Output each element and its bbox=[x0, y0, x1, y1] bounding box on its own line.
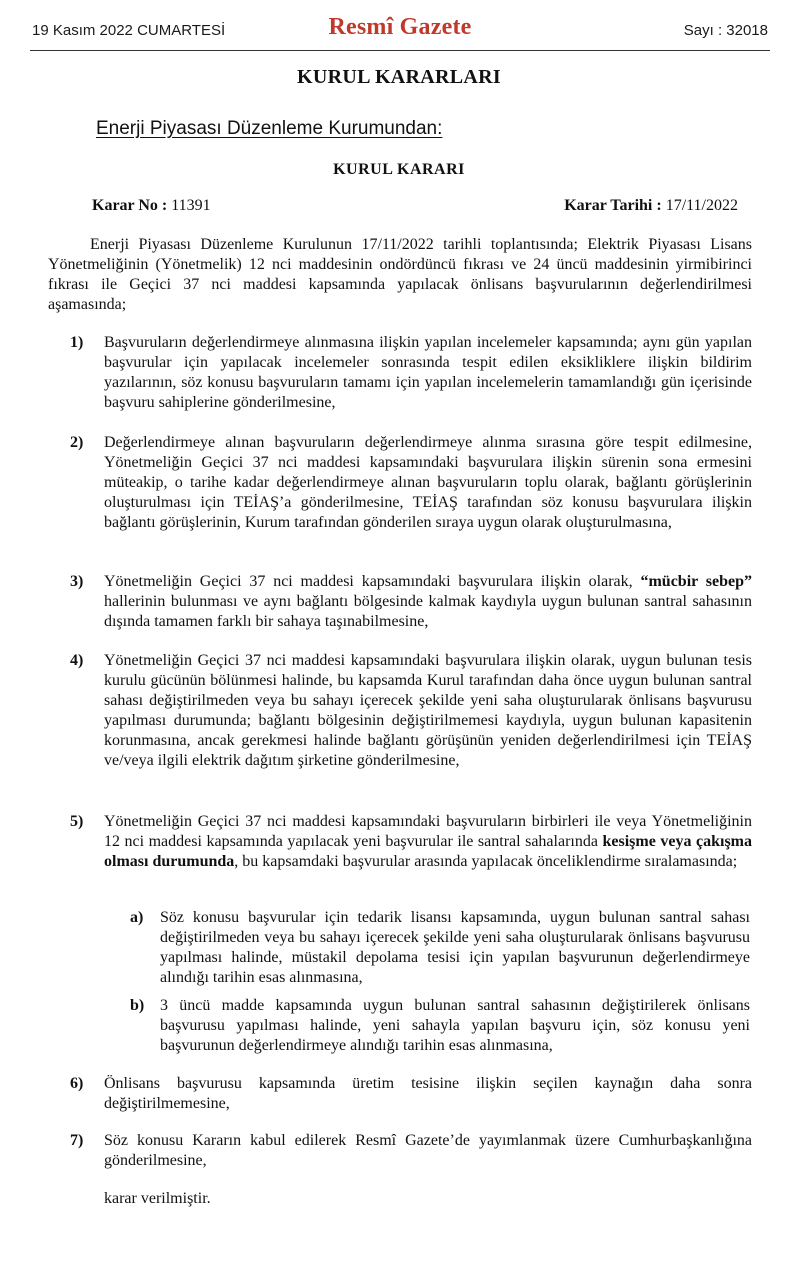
item-number: 1) bbox=[70, 334, 84, 351]
item-text-start: Yönetmeliğin Geçici 37 nci maddesi kapsamındaki başvurulara ilişkin olarak, bbox=[104, 573, 641, 590]
item-text: Önlisans başvurusu kapsamında üretim tesisine ilişkin seçilen kaynağın daha sonra değiştirilmemesine, bbox=[104, 1075, 752, 1112]
decision-item-7 bbox=[70, 1131, 752, 1171]
decision-item-5 bbox=[70, 812, 752, 872]
decision-number-label: Karar No : bbox=[92, 197, 168, 214]
item-emphasis: kesişme veya çakışma olması durumunda bbox=[104, 833, 752, 870]
list-item bbox=[70, 651, 752, 771]
list-item bbox=[70, 1074, 752, 1114]
decision-item-4 bbox=[70, 651, 752, 771]
list-item bbox=[70, 333, 752, 413]
decision-number bbox=[92, 197, 211, 215]
gazette-header bbox=[32, 14, 768, 50]
list-item bbox=[70, 812, 752, 872]
item-text: Başvuruların değerlendirmeye alınmasına ilişkin yapılan incelemeler kapsamında; aynı gün yapılan başvurular için yapılacak incelemeler sonrasında tespit edilen eksikliklere ilişkin bildirim yazılarının, söz konusu başvuruların tamamı için yapılan incelemelerin tamamlandığı gün içerisinde başvuru sahiplerine gönderilmesine, bbox=[104, 334, 752, 411]
list-item bbox=[70, 1131, 752, 1171]
item-number: 4) bbox=[70, 652, 84, 669]
subitem-letter: b) bbox=[130, 997, 145, 1014]
sub-list-item bbox=[130, 908, 750, 988]
item-number: 7) bbox=[70, 1132, 84, 1149]
item-text: Değerlendirmeye alınan başvuruların değerlendirmeye alınma sırasına göre tespit edilmesine, Yönetmeliğin Geçici 37 nci maddesi kapsamındaki başvurulara ilişkin sürenin sona ermesini müteakip, o tarihe kadar değerlendirmeye alınan başvuruların toplu olarak, bağlantı görüşlerinin oluşturulması için TEİAŞ’a gönderilmesine, TEİAŞ tarafından söz konusu başvurulara ilişkin bağlantı görüşlerinin, Kurum tarafından gönderilen sıraya uygun olarak oluşturulmasına, bbox=[104, 434, 752, 531]
item-number: 3) bbox=[70, 573, 84, 590]
item-text: Yönetmeliğin Geçici 37 nci maddesi kapsamındaki başvurulara ilişkin olarak, uygun bulunan tesis kurulu gücünün bölünmesi halinde, bu kapsamda Kurul tarafından daha önce uygun bulunan santral sahası değiştirilmeden veya bu sahayı içerecek şekilde yeni saha oluşturularak önlisans başvurusu yapılması durumunda; bağlantı bölgesinin değiştirilmemesi kaydıyla, uygun bulunan kapasitenin korunmasına, ancak gerekmesi halinde bağlantı görüşünün yeniden değerlendirilmesi için TEİAŞ ve/veya ilgili elektrik dağıtım şirketine gönderilmesine, bbox=[104, 652, 752, 769]
decision-item-2 bbox=[70, 433, 752, 533]
subitem-letter: a) bbox=[130, 909, 144, 926]
header-divider bbox=[30, 50, 770, 51]
decision-date bbox=[564, 197, 738, 215]
item-text-end: , bu kapsamdaki başvurular arasında yapılacak önceliklendirme sıralamasında; bbox=[234, 853, 738, 870]
decision-date-label: Karar Tarihi : bbox=[564, 197, 662, 214]
intro-paragraph: Enerji Piyasası Düzenleme Kurulunun 17/11/2022 tarihli toplantısında; Elektrik Piyasası Lisans Yönetmeliğinin (Yönetmelik) 12 nci maddesinin ondördüncü fıkrası ve 24 üncü maddesinin yirmibirinci fıkrası ile Geçici 37 nci maddesi kapsamında yapılacak önlisans başvurularının değerlendirilmesi aşamasında; bbox=[48, 236, 752, 313]
item-number: 5) bbox=[70, 813, 84, 830]
decision-item-3 bbox=[70, 572, 752, 632]
decision-subitem-a bbox=[130, 908, 750, 988]
item-emphasis: “mücbir sebep” bbox=[640, 573, 752, 590]
item-number: 2) bbox=[70, 434, 84, 451]
decision-meta bbox=[92, 197, 738, 221]
list-item bbox=[70, 433, 752, 533]
decision-item-6 bbox=[70, 1074, 752, 1114]
sub-list-item bbox=[130, 996, 750, 1056]
decision-title: KURUL KARARI bbox=[333, 161, 465, 178]
section-title: KURUL KARARLARI bbox=[297, 66, 501, 88]
item-text-start: Yönetmeliğin Geçici 37 nci maddesi kapsamındaki başvuruların birbirleri ile veya Yönetmeliğinin 12 nci maddesi kapsamında yapılacak yeni başvurular ile santral sahalarında bbox=[104, 813, 752, 850]
gazette-title: Resmî Gazete bbox=[328, 14, 472, 40]
issue-number: Sayı : 32018 bbox=[683, 22, 768, 39]
decision-subitem-b bbox=[130, 996, 750, 1056]
subitem-text: Söz konusu başvurular için tedarik lisansı kapsamında, uygun bulunan santral sahası değiştirilmeden veya bu sahayı içerecek şekilde yeni saha oluşturularak önlisans başvurusu yapılması halinde, müstakil depolama tesisi için yapılan başvurunun değerlendirmeye alındığı tarihin esas alınmasına, bbox=[160, 909, 750, 986]
publication-date: 19 Kasım 2022 CUMARTESİ bbox=[32, 22, 226, 39]
list-item bbox=[70, 572, 752, 632]
decision-item-1 bbox=[70, 333, 752, 413]
institution-name: Enerji Piyasası Düzenleme Kurumundan: bbox=[96, 118, 443, 139]
closing-text: karar verilmiştir. bbox=[104, 1190, 211, 1207]
decision-date-value: 17/11/2022 bbox=[665, 197, 738, 214]
item-text: Söz konusu Kararın kabul edilerek Resmî Gazete’de yayımlanmak üzere Cumhurbaşkanlığına gönderilmesine, bbox=[104, 1132, 752, 1169]
item-number: 6) bbox=[70, 1075, 84, 1092]
item-text-end: hallerinin bulunması ve aynı bağlantı bölgesinde kalmak kaydıyla uygun bulunan santral sahasının dışında tamamen farklı bir sahaya taşınabilmesine, bbox=[104, 593, 752, 630]
subitem-text: 3 üncü madde kapsamında uygun bulunan santral sahasının değiştirilerek önlisans başvurusu yapılması halinde, yeni sahayla yapılan başvuru için, söz konusu yeni başvurunun değerlendirmeye alındığı tarihin esas alınmasına, bbox=[160, 997, 750, 1054]
decision-number-value: 11391 bbox=[171, 197, 211, 214]
